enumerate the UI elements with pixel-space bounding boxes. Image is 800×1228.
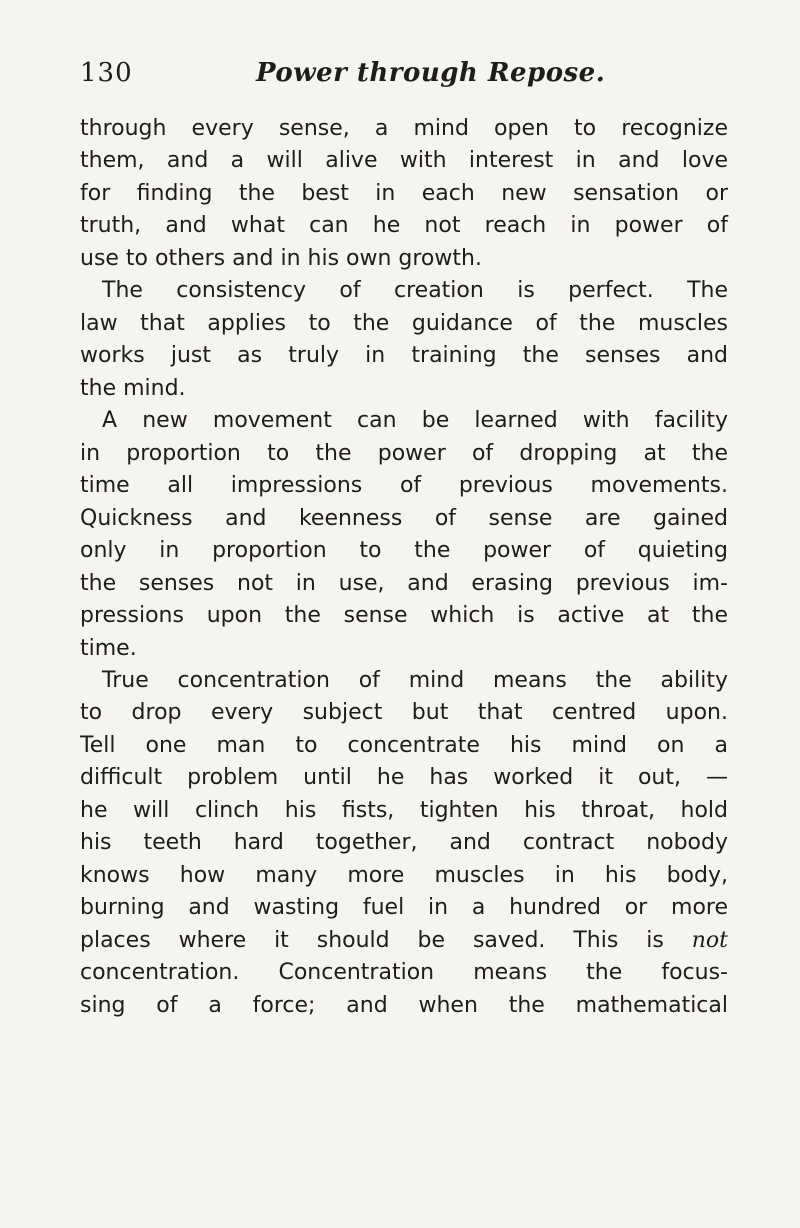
line-text: places where it should be saved. This is <box>80 927 664 953</box>
text-line: difficult problem until he has worked it out, — <box>80 765 728 791</box>
text-line: time. <box>80 635 137 661</box>
paragraph-start-line: The consistency of creation is perfect. The <box>102 278 728 304</box>
text-line: them, and a will alive with interest in and love <box>80 148 728 174</box>
text-line: burning and wasting fuel in a hundred or more <box>80 895 728 921</box>
text-line: for finding the best in each new sensation or <box>80 180 728 206</box>
text-line: concentration. Concentration means the focus- <box>80 960 728 986</box>
text-line: he will clinch his fists, tighten his throat, hold <box>80 797 728 823</box>
text-line: to drop every subject but that centred upon. <box>80 700 728 726</box>
text-line: truth, and what can he not reach in power of <box>80 213 728 239</box>
text-line: the senses not in use, and erasing previous im- <box>80 570 728 596</box>
paragraph-start-line: True concentration of mind means the ability <box>102 667 728 693</box>
text-line: Tell one man to concentrate his mind on a <box>80 732 728 758</box>
paragraph-start-line: A new movement can be learned with facility <box>102 408 728 434</box>
emphasis-text: not <box>691 927 728 953</box>
running-title: Power through Repose. <box>256 58 606 88</box>
text-line: the mind. <box>80 375 186 401</box>
text-line: law that applies to the guidance of the muscles <box>80 310 728 336</box>
text-line: his teeth hard together, and contract nobody <box>80 830 728 856</box>
text-line: sing of a force; and when the mathematical <box>80 992 728 1018</box>
page-number: 130 <box>80 58 133 88</box>
text-line: use to others and in his own growth. <box>80 245 482 271</box>
body-text <box>80 113 728 1022</box>
text-line: only in proportion to the power of quieting <box>80 538 728 564</box>
text-line: in proportion to the power of dropping at the <box>80 440 728 466</box>
text-line: pressions upon the sense which is active at the <box>80 603 728 629</box>
text-line <box>80 925 728 957</box>
text-line: through every sense, a mind open to recognize <box>80 116 728 141</box>
text-line: time all impressions of previous movements. <box>80 473 728 499</box>
text-line: Quickness and keenness of sense are gained <box>80 505 728 531</box>
page-header <box>80 58 740 98</box>
text-line: works just as truly in training the senses and <box>80 343 728 369</box>
text-line: knows how many more muscles in his body, <box>80 862 728 888</box>
